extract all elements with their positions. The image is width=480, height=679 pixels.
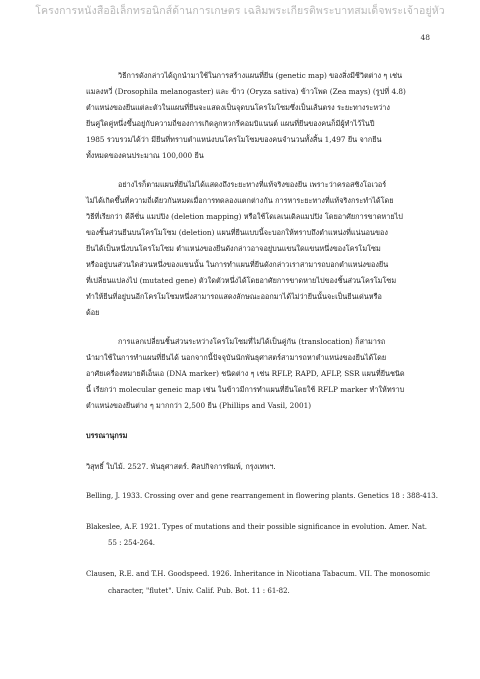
paragraph-line: วิธีการดังกล่าวได้ถูกนำมาใช้ในการสร้างแผนที่ยีน (genetic map) ของสิ่งมีชีวิตต่าง ๆ เช่น <box>118 71 403 80</box>
reference-item: Belling, J. 1933. Crossing over and gene rearrangement in flowering plants. Genetics 18 : 388-413. <box>86 492 438 500</box>
paragraph-line: ตำแหน่งของยีนแต่ละตัวในแผนที่ยีนจะแสดงเป็นจุดบนโครโมโซมซึ่งเป็นเส้นตรง ระยะทางระหว่าง <box>86 103 390 112</box>
paragraph-line: การแลกเปลี่ยนชิ้นส่วนระหว่างโครโมโซมที่ไม่ได้เป็นคู่กัน (translocation) ก็สามารถ <box>118 337 386 346</box>
reference-item-continuation: character, "flutet". Univ. Calif. Pub. Bot. 11 : 61-82. <box>108 587 290 595</box>
paragraph-line: ยีนได้เป็นหนึ่งบนโครโมโซม ตำแหน่งของยีนดังกล่าวอาจอยู่บนแขนใดแขนหนึ่งของโครโมโซม <box>86 244 381 253</box>
paragraph-line: นี้ เรียกว่า molecular geneic map เช่น ในข้าวมีการทำแผนที่ยีนโดยใช้ RFLP marker ทำให้ทราบ <box>86 385 405 394</box>
paragraph-line: นำมาใช้ในการทำแผนที่ยีนได้ นอกจากนี้ปัจจุบันนักพันธุศาสตร์สามารถหาตำแหน่งของยีนได้โดย <box>86 353 387 362</box>
reference-item: Clausen, R.E. and T.H. Goodspeed. 1926. Inheritance in Nicotiana Tabacum. VII. The monosomic <box>86 570 431 578</box>
reference-item: Blakeslee, A.F. 1921. Types of mutations and their possible significance in evolution. Amer. Nat. <box>86 523 428 531</box>
paragraph-line: ที่เปลี่ยนแปลงไป (mutated gene) ตัวใดตัวหนึ่งได้โดยอาศัยการขาดหายไปของชิ้นส่วนโครโมโซม <box>86 276 397 285</box>
paragraph-line: 1985 รวบรวมได้ว่า มียีนที่ทราบตำแหน่งบนโครโมโซมของคนจำนวนทั้งสิ้น 1,497 ยีน จากยีน <box>86 135 382 144</box>
paragraph-line: ยีนคู่ใดคู่หนึ่งขึ้นอยู่กับความถี่ของการเกิดลูกหวกรีคอมบิแนนต์ แผนที่ยีนของคนก็มีผู้ทำไว้ในปี <box>86 119 375 128</box>
reference-item-continuation: 55 : 254-264. <box>108 539 156 547</box>
paragraph-line: ทั้งหมดของคนประมาณ 100,000 ยีน <box>86 151 204 160</box>
paragraph-line: แมลงหวี่ (Drosophila melanogaster) และ ข้าว (Oryza sativa) ข้าวโพด (Zea mays) (รูปที่ 4.8) <box>86 87 406 96</box>
paragraph-line: ด้อย <box>86 308 100 317</box>
paragraph-line: ไม่ได้เกิดขึ้นที่ความถี่เดียวกันหมดเมื่อการทดลองแตกต่างกัน การหาระยะทางที่แท้จริงกระทำได้โดย <box>86 196 394 205</box>
paragraph-line: วิธีที่เรียกว่า ดีลีชั่น แมปปิง (deletion mapping) หรือใช้โดเลเนเดิลแมปปิง โดยอาศัยการขาดหายไป <box>86 212 403 221</box>
paragraph-line: ตำแหน่งของยีนต่าง ๆ มากกว่า 2,500 ยีน (Phillips and Vasil, 2001) <box>86 401 312 410</box>
watermark-header: โครงการหนังสืออิเล็กทรอนิกส์ด้านการเกษตร เฉลิมพระเกียรติพระบาทสมเด็จพระเจ้าอยู่หัว <box>35 5 445 17</box>
paragraph-line: ของชิ้นส่วนยีนบนโครโมโซม (deletion) แผนที่ยีนแบบนี้จะบอกให้ทราบถึงตำแหน่งที่แน่นอนของ <box>86 228 388 237</box>
paragraph-line: อาศัยเครื่องหมายดีเอ็นเอ (DNA marker) ชนิดต่าง ๆ เช่น RFLP, RAPD, AFLP, SSR แผนที่ยีนชนิด <box>86 369 405 378</box>
paragraph-line: อย่างไรก็ตามแผนที่ยีนไม่ได้แสดงถึงระยะทางที่แท้จริงของยีน เพราะว่าครอสซิงโอเวอร์ <box>118 180 387 189</box>
paragraph-line: ทำให้ยีนที่อยู่บนอีกโครโมโซมหนึ่งสามารถแสดงลักษณะออกมาได้ไม่ว่ายีนนั้นจะเป็นยีนเด่นหรือ <box>86 292 382 301</box>
reference-item: วิสุทธิ์ ใบไม้. 2527. พันธุศาสตร์. ศิลปกิจการพิมพ์, กรุงเทพฯ. <box>86 462 276 471</box>
references-heading: บรรณานุกรม <box>86 431 128 440</box>
page-number: 48 <box>420 33 430 42</box>
paragraph-line: หรืออยู่บนส่วนใดส่วนหนึ่งของแขนนั้น ในการทำแผนที่ยีนดังกล่าวเราสามารถบอกตำแหน่งของยีน <box>86 260 389 269</box>
